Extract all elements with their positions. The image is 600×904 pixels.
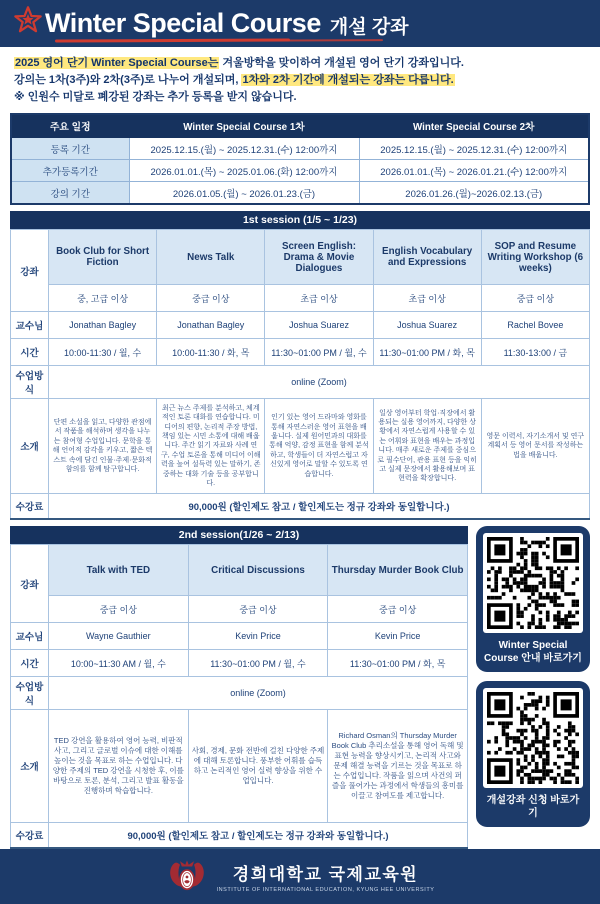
intro-line-1: 2025 영어 단기 Winter Special Course는 겨울방학을 맞이하여 개설된 영어 단기 강좌입니다. [15, 57, 464, 69]
fee-cell: 90,000원 (할인제도 참고 / 할인제도는 정규 강좌와 동일합니다.) [49, 823, 468, 849]
star-icon [12, 4, 44, 36]
course-name-cell: Screen English: Drama & Movie Dialogues [265, 230, 373, 285]
course-desc-cell: 일상 영어부터 학업·직장에서 활용되는 실용 영어까지, 다양한 상황에서 자연스럽게 사용할 수 있는 어휘와 표현을 배우는 과정입니다. 매주 새로운 주제를 중심으로 필수단어, 관용 표현 등을 익히고 실제 문장에서 활용해보며 표현력을 확장합니다. [373, 399, 481, 494]
session1-intro-row [11, 399, 590, 494]
professor-cell: Kevin Price [328, 623, 468, 650]
course-level-cell: 초급 이상 [265, 285, 373, 312]
schedule-row-registration [11, 138, 589, 160]
course-name-cell: SOP and Resume Writing Workshop (6 weeks) [481, 230, 589, 285]
session1-course-name-row [11, 230, 590, 285]
course-guide-link-card[interactable] [476, 526, 590, 672]
session1-fee-row [11, 494, 590, 520]
time-cell: 10:00~11:30 AM / 월, 수 [49, 650, 189, 677]
row-label-intro: 소개 [11, 710, 49, 823]
time-cell: 11:30~01:00 PM / 화, 목 [373, 339, 481, 366]
qr-code [487, 692, 579, 784]
red-brush-underline [55, 38, 290, 42]
session1-time-row [11, 339, 590, 366]
time-cell: 11:30~01:00 PM / 월, 수 [188, 650, 328, 677]
session2-level-row [11, 596, 468, 623]
lecture-period-2: 2026.01.26.(월)~2026.02.13.(금) [359, 182, 589, 205]
row-label-professor: 교수님 [11, 623, 49, 650]
footer-banner [0, 849, 600, 904]
schedule-header-row [11, 114, 589, 138]
row-label-method: 수업방식 [11, 677, 49, 710]
course-desc-cell: 인기 있는 영어 드라마와 영화를 통해 자연스러운 영어 표현을 배웁니다. 실제 원어민과의 대화를 통해 억양, 감정 표현을 함께 분석하고, 학생들이 더 자연스럽고 자신있게 영어로 말할 수 있도록 연습합니다. [265, 399, 373, 494]
course-name-cell: Talk with TED [49, 545, 189, 596]
registration-period-2: 2025.12.15.(월) ~ 2025.12.31.(수) 12:00까지 [359, 138, 589, 160]
course-level-cell: 중급 이상 [481, 285, 589, 312]
qr-code-frame [483, 533, 583, 633]
intro-highlight-1: 2025 영어 단기 Winter Special Course는 [15, 57, 219, 69]
time-cell: 10:00-11:30 / 월, 수 [49, 339, 157, 366]
intro-line-3: ※ 인원수 미달로 폐강된 강좌는 추가 등록을 받지 않습니다. [14, 91, 297, 104]
registration-period-1: 2025.12.15.(월) ~ 2025.12.31.(수) 12:00까지 [129, 138, 359, 160]
schedule-row-lecture-period [11, 182, 589, 205]
session1-level-row [11, 285, 590, 312]
course-guide-link-label: Winter Special Course 안내 바로가기 [484, 640, 582, 665]
row-label: 추가등록기간 [11, 160, 129, 182]
session2-professor-row [11, 623, 468, 650]
course-desc-cell: 최근 뉴스 주제를 분석하고, 체계적인 토론 대화를 연습합니다. 미디어의 편향, 논리적 주장 방법, 책임 있는 시민 소통에 대해 배웁니다. 주간 읽기 자료와 사례 연구, 수업 토론을 통해 미디어 이해력을 높여 설득력 있는 말하기, 존중하는 대화 기술 등을 공부합니다. [157, 399, 265, 494]
course-apply-link-label: 개설강좌 신청 바로가기 [486, 795, 580, 820]
course-name-cell: Thursday Murder Book Club [328, 545, 468, 596]
row-label-professor: 교수님 [11, 312, 49, 339]
course-name-cell: Critical Discussions [188, 545, 328, 596]
course-apply-link-card[interactable] [476, 681, 590, 827]
professor-cell: Joshua Suarez [265, 312, 373, 339]
course-level-cell: 중급 이상 [188, 596, 328, 623]
course-name-cell: Book Club for Short Fiction [49, 230, 157, 285]
row-label-course: 강좌 [11, 545, 49, 623]
university-name: 경희대학교 국제교육원 [232, 865, 419, 885]
row-label-method: 수업방식 [11, 366, 49, 399]
row-label-time: 시간 [11, 339, 49, 366]
session2-section [10, 520, 590, 849]
schedule-header-course2: Winter Special Course 2차 [359, 114, 589, 138]
qr-code-frame [483, 688, 583, 788]
time-cell: 11:30~01:00 PM / 화, 목 [328, 650, 468, 677]
row-label-intro: 소개 [11, 399, 49, 494]
row-label-course: 강좌 [11, 230, 49, 312]
course-level-cell: 중, 고급 이상 [49, 285, 157, 312]
session2-fee-row [11, 823, 468, 849]
course-desc-cell: TED 강연을 활용하여 영어 능력, 비판적 사고, 그리고 글로벌 이슈에 대한 이해를 높이는 것을 목표로 하는 수업입니다. 다양한 주제의 TED 강연을 시청한 후, 이를 바탕으로 토론, 분석, 그리고 발표 활동을 진행하며 학습합니다. [49, 710, 189, 823]
session1-table [10, 229, 590, 520]
course-desc-cell: 영문 이력서, 자기소개서 및 연구계획서 등 영어 문서를 작성하는 법을 배웁니다. [481, 399, 589, 494]
method-cell: online (Zoom) [49, 677, 468, 710]
course-desc-cell: Richard Osman의 Thursday Murder Book Club 추리소설을 통해 영어 독해 및 표현 능력을 향상시키고, 논리적 사고와 문제 해결 능력을 기르는 것을 목표로 하는 수업입니다. 작품을 읽으며 사건의 퍼즐을 풀어가는 과정에서 학생들의 흥미를 이끌고 참여도를 제고합니다. [328, 710, 468, 823]
time-cell: 10:00-11:30 / 화, 목 [157, 339, 265, 366]
time-cell: 11:30-13:00 / 금 [481, 339, 589, 366]
professor-cell: Jonathan Bagley [49, 312, 157, 339]
session1-method-row [11, 366, 590, 399]
course-name-cell: News Talk [157, 230, 265, 285]
professor-cell: Joshua Suarez [373, 312, 481, 339]
row-label-fee: 수강료 [11, 494, 49, 520]
schedule-row-extra-registration [11, 160, 589, 182]
method-cell: online (Zoom) [49, 366, 590, 399]
session2-title-bar: 2nd session(1/26 ~ 2/13) [10, 526, 468, 544]
row-label: 등록 기간 [11, 138, 129, 160]
fee-cell: 90,000원 (할인제도 참고 / 할인제도는 정규 강좌와 동일합니다.) [49, 494, 590, 520]
qr-code [487, 537, 579, 629]
university-emblem-icon [166, 857, 208, 897]
course-level-cell: 초급 이상 [373, 285, 481, 312]
extra-registration-period-1: 2026.01.01.(목) ~ 2025.01.06.(화) 12:00까지 [129, 160, 359, 182]
course-level-cell: 중급 이상 [328, 596, 468, 623]
professor-cell: Kevin Price [188, 623, 328, 650]
qr-links-column [476, 526, 590, 827]
schedule-header-course1: Winter Special Course 1차 [129, 114, 359, 138]
footer-text [217, 860, 435, 893]
session2-time-row [11, 650, 468, 677]
session2-table [10, 544, 468, 849]
university-subname: INSTITUTE OF INTERNATIONAL EDUCATION, KYUNG HEE UNIVERSITY [216, 887, 435, 894]
course-level-cell: 중급 이상 [49, 596, 189, 623]
row-label: 강의 기간 [11, 182, 129, 205]
session2-intro-row [11, 710, 468, 823]
course-desc-cell: 단편 소설을 읽고, 다양한 관점에서 작품을 해석하며 생각을 나누는 참여형 수업입니다. 문학을 통해 언어적 감각을 키우고, 짧은 텍스트 속에 담긴 인물·주제·문화적 함의를 함께 탐구합니다. [49, 399, 157, 494]
intro-line-2: 강의는 1차(3주)와 2차(3주)로 나누어 개설되며, 1차와 2차 기간에 개설되는 강좌는 다릅니다. [14, 74, 454, 87]
row-label-time: 시간 [11, 650, 49, 677]
schedule-header-label: 주요 일정 [11, 114, 129, 138]
page-subtitle: 개설 강좌 [329, 17, 409, 38]
schedule-table [10, 113, 590, 205]
intro-text [0, 47, 600, 111]
lecture-period-1: 2026.01.05.(월) ~ 2026.01.23.(금) [129, 182, 359, 205]
session1-professor-row [11, 312, 590, 339]
header-banner [0, 0, 600, 47]
course-name-cell: English Vocabulary and Expressions [373, 230, 481, 285]
intro-highlight-2: 1차와 2차 기간에 개설되는 강좌는 다릅니다. [242, 74, 454, 87]
session1-title-bar: 1st session (1/5 ~ 1/23) [10, 211, 590, 229]
professor-cell: Jonathan Bagley [157, 312, 265, 339]
extra-registration-period-2: 2026.01.01.(목) ~ 2026.01.21.(수) 12:00까지 [359, 160, 589, 182]
main-content [0, 111, 600, 849]
professor-cell: Rachel Bovee [481, 312, 589, 339]
professor-cell: Wayne Gauthier [49, 623, 189, 650]
time-cell: 11:30~01:00 PM / 월, 수 [265, 339, 373, 366]
page-title: Winter Special Course [45, 8, 321, 38]
session2-left [10, 520, 468, 849]
session2-method-row [11, 677, 468, 710]
session2-course-name-row [11, 545, 468, 596]
course-desc-cell: 사회, 경제, 문화 전반에 걸친 다양한 주제에 대해 토론합니다. 풍부한 어휘를 습득하고 논리적인 영어 실력 향상을 위한 수업입니다. [188, 710, 328, 823]
row-label-fee: 수강료 [11, 823, 49, 849]
course-level-cell: 중급 이상 [157, 285, 265, 312]
